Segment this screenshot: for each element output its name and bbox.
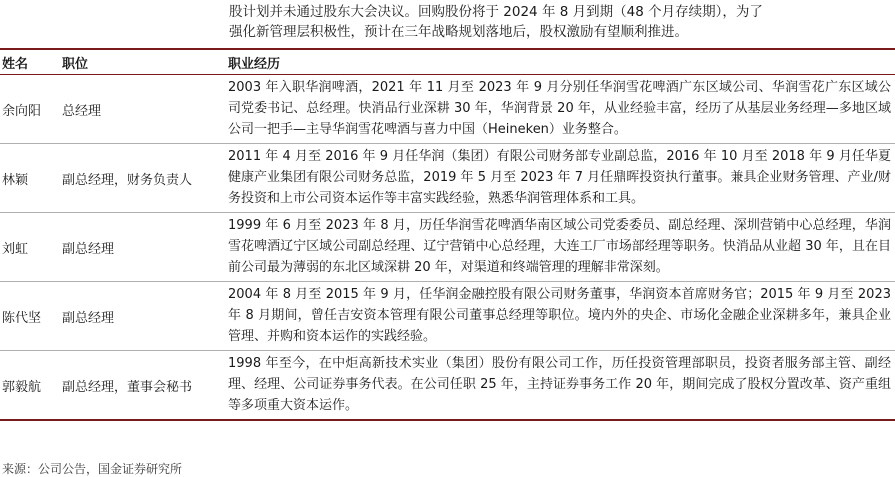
cell-position: 总经理 [60,75,226,144]
cell-name: 陈代坚 [0,282,60,351]
table-row [0,351,895,421]
cell-position: 副总经理，财务负责人 [60,144,226,213]
cell-name: 余向阳 [0,75,60,144]
header-experience: 职业经历 [226,49,895,75]
executive-table [0,48,895,421]
cell-name: 刘虹 [0,213,60,282]
cell-position: 副总经理，董事会秘书 [60,351,226,421]
cell-experience: 2003 年入职华润啤酒，2021 年 11 月至 2023 年 9 月分别任华润雪花啤酒广东区域公司、华润雪花广东区域公司党委书记、总经理。快消品行业深耕 30 年，华润背景 20 年，从业经验丰富，经历了从基层业务经理—多地区域公司一把手—主导华润雪花啤酒与喜力中国（Heineken）业务整合。 [226,75,895,144]
cell-experience: 2011 年 4 月至 2016 年 9 月任华润（集团）有限公司财务部专业副总监，2016 年 10 月至 2018 年 9 月任华夏健康产业集团有限公司财务总监，2019 年 5 月至 2023 年 7 月任鼎晖投资执行董事。兼具企业财务管理、产业/财务投资和上市公司资本运作等丰富实践经验，熟悉华润管理体系和工具。 [226,144,895,213]
cell-name: 郭毅航 [0,351,60,421]
intro-line-2: 强化新管理层积极性，预计在三年战略规划落地后，股权激励有望顺利推进。 [229,24,688,40]
cell-experience: 1999 年 6 月至 2023 年 8 月，历任华润雪花啤酒华南区域公司党委委员、副总经理、深圳营销中心总经理，华润雪花啤酒辽宁区域公司副总经理、辽宁营销中心总经理，大连工厂市场部经理等职务。快消品从业超 30 年，且在目前公司最为薄弱的东北区域深耕 20 年，对渠道和终端管理的理解非常深刻。 [226,213,895,282]
table-row [0,213,895,282]
header-position: 职位 [60,49,226,75]
table-header-row [0,49,895,75]
cell-experience: 2004 年 8 月至 2015 年 9 月，任华润金融控股有限公司财务董事，华润资本首席财务官；2015 年 9 月至 2023 年 8 月期间，曾任吉安资本管理有限公司董事总经理等职位。境内外的央企、市场化金融企业深耕多年，兼具企业管理、并购和资本运作的实践经验。 [226,282,895,351]
cell-position: 副总经理 [60,282,226,351]
intro-line-1: 股计划并未通过股东大会决议。回购股份将于 2024 年 8 月到期（48 个月存续期），为了 [229,4,763,20]
cell-experience: 1998 年至今，在中炬高新技术实业（集团）股份有限公司工作，历任投资管理部职员，投资者服务部主管、副经理、经理、公司证券事务代表。在公司任职 25 年，主持证券事务工作 20 年，期间完成了股权分置改革、资产重组等多项重大资本运作。 [226,351,895,421]
intro-paragraph [229,2,889,42]
cell-name: 林颖 [0,144,60,213]
cell-position: 副总经理 [60,213,226,282]
table-row [0,75,895,144]
table-row [0,282,895,351]
header-name: 姓名 [0,49,60,75]
source-note: 来源：公司公告，国金证券研究所 [2,462,183,476]
table-row [0,144,895,213]
